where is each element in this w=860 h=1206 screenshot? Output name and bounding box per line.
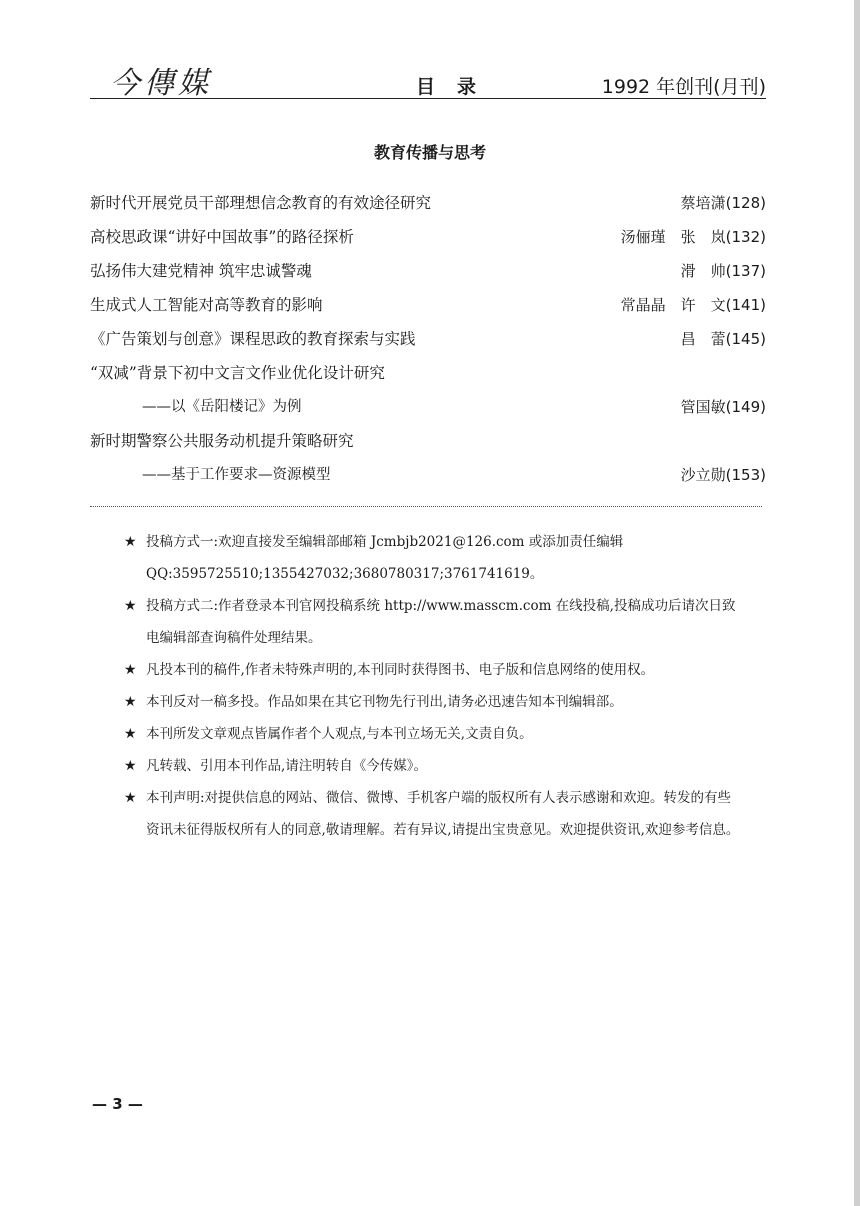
toc-title: 生成式人工智能对高等教育的影响 — [90, 296, 323, 314]
toc-author: 汤俪瑾 张 岚(132) — [620, 228, 766, 246]
star-icon: ★ — [124, 694, 137, 710]
notice-text: 本刊声明:对提供信息的网站、微信、微博、手机客户端的版权所有人表示感谢和欢迎。转发的有些资讯未征得版权所有人的同意,敬请理解。若有异议,请提出宝贵意见。欢迎提供资讯,欢迎参考信息。 — [146, 790, 740, 838]
notice-item — [124, 526, 744, 590]
toc-row[interactable] — [90, 186, 766, 220]
notices-list — [124, 526, 744, 846]
notice-item — [124, 750, 744, 782]
notice-item — [124, 590, 744, 654]
section-title: 教育传播与思考 — [373, 143, 486, 162]
toc-author: 常晶晶 许 文(141) — [620, 296, 766, 314]
toc-title: “双减”背景下初中文言文作业优化设计研究 — [90, 364, 385, 382]
notice-text: 本刊所发文章观点皆属作者个人观点,与本刊立场无关,文责自负。 — [146, 726, 533, 742]
toc-author: 沙立勋(153) — [680, 466, 766, 484]
toc-row[interactable] — [90, 322, 766, 356]
toc-author: 滑 帅(137) — [680, 262, 766, 280]
notice-item — [124, 718, 744, 750]
toc-subtitle: ——基于工作要求—资源模型 — [142, 467, 331, 483]
toc-row[interactable] — [90, 288, 766, 322]
toc-title: 新时期警察公共服务动机提升策略研究 — [90, 432, 354, 450]
toc-title: 新时代开展党员干部理想信念教育的有效途径研究 — [90, 194, 432, 212]
notice-item — [124, 654, 744, 686]
star-icon: ★ — [124, 790, 137, 806]
page-number: — 3 — — [92, 1095, 143, 1113]
toc-row[interactable] — [90, 390, 766, 424]
notice-text: 投稿方式一:欢迎直接发至编辑部邮箱 Jcmbjb2021@126.com 或添加责任编辑 QQ:3595725510;1355427032;3680780317;3761741619。 — [146, 534, 624, 582]
header-title: 目录 — [416, 76, 499, 98]
header-meta: 1992 年创刊(月刊) — [601, 76, 766, 98]
notice-item — [124, 686, 744, 718]
notice-text: 凡转载、引用本刊作品,请注明转自《今传媒》。 — [146, 758, 428, 774]
page-header — [90, 58, 766, 102]
toc-row[interactable] — [90, 356, 766, 390]
header-rule — [90, 98, 766, 99]
page-edge — [854, 0, 860, 1206]
dotted-divider — [90, 506, 762, 507]
notice-text: 本刊反对一稿多投。作品如果在其它刊物先行刊出,请务必迅速告知本刊编辑部。 — [146, 694, 623, 710]
toc-row[interactable] — [90, 220, 766, 254]
star-icon: ★ — [124, 534, 137, 550]
star-icon: ★ — [124, 662, 137, 678]
toc-row[interactable] — [90, 458, 766, 492]
star-icon: ★ — [124, 726, 137, 742]
toc-subtitle: ——以《岳阳楼记》为例 — [142, 399, 302, 415]
toc-title: 《广告策划与创意》课程思政的教育探索与实践 — [90, 330, 416, 348]
toc-author: 昌 蕾(145) — [680, 330, 766, 348]
notice-text: 凡投本刊的稿件,作者未特殊声明的,本刊同时获得图书、电子版和信息网络的使用权。 — [146, 662, 655, 678]
star-icon: ★ — [124, 598, 137, 614]
notice-item — [124, 782, 744, 846]
toc-title: 高校思政课“讲好中国故事”的路径探析 — [90, 228, 354, 246]
notice-text: 投稿方式二:作者登录本刊官网投稿系统 http://www.masscm.com 在线投稿,投稿成功后请次日致电编辑部查询稿件处理结果。 — [146, 598, 736, 646]
toc-row[interactable] — [90, 254, 766, 288]
toc-title: 弘扬伟大建党精神 筑牢忠诚警魂 — [90, 262, 312, 280]
magazine-logo: 今傳媒 — [110, 66, 212, 101]
table-of-contents — [90, 186, 766, 492]
toc-author: 蔡培潇(128) — [680, 194, 766, 212]
toc-author: 管国敏(149) — [680, 398, 766, 416]
star-icon: ★ — [124, 758, 137, 774]
toc-row[interactable] — [90, 424, 766, 458]
